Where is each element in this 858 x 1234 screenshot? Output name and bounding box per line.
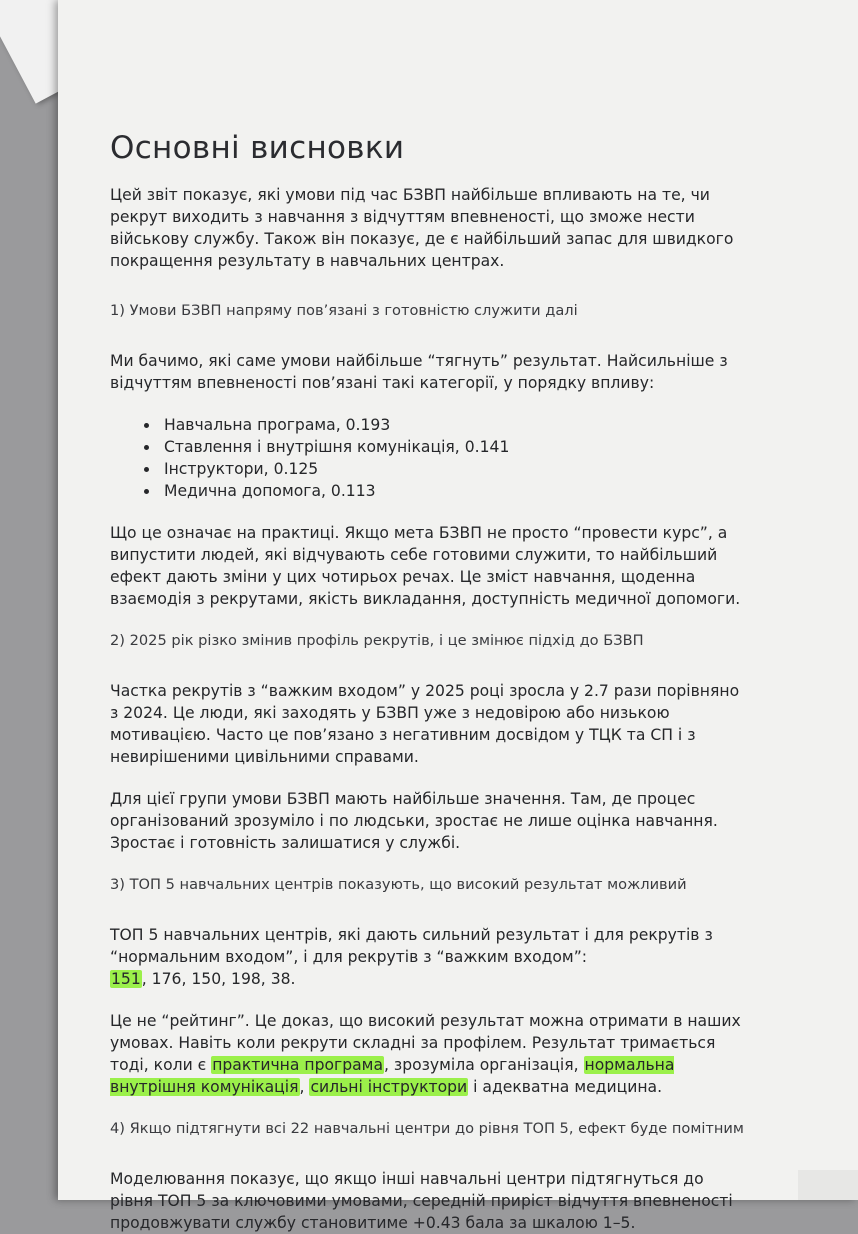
- center-numbers-rest: , 176, 150, 198, 38.: [141, 970, 296, 988]
- list-item: • Медична допомога, 0.113: [160, 480, 750, 502]
- section-3-paragraph-1: [110, 924, 750, 990]
- list-item: • Навчальна програма, 0.193: [160, 414, 750, 436]
- highlight-strong-instructors: сильні інструктори: [310, 1078, 468, 1096]
- section-2-heading: 2) 2025 рік різко змінив профіль рекрутів, і це змінює підхід до БЗВП: [110, 632, 644, 649]
- text-fragment: ,: [299, 1078, 310, 1096]
- document-content: [110, 130, 750, 1234]
- section-4-paragraph-1: Моделювання показує, що якщо інші навчальні центри підтягнуться до рівня ТОП 5 за ключовими умовами, середній приріст відчуття впевненості продовжувати службу становитиме +0.43 бала за шкалою 1–5.: [110, 1170, 733, 1232]
- section-3-intro-text: ТОП 5 навчальних центрів, які дають сильний результат і для рекрутів з “нормальним входом”, і для рекрутів з “важким входом”:: [110, 926, 713, 966]
- section-4-heading: 4) Якщо підтягнути всі 22 навчальні центри до рівня ТОП 5, ефект буде помітним: [110, 1120, 744, 1137]
- section-1-lead: Ми бачимо, які саме умови найбільше “тягнуть” результат. Найсильніше з відчуттям впевненості пов’язані такі категорії, у порядку впливу:: [110, 352, 728, 392]
- text-fragment: Це не “рейтинг”. Це доказ, що високий результат можна отримати в наших умовах. Навіть коли рекрути складні за профілем. Результат тримається тоді, коли є: [110, 1012, 741, 1074]
- text-fragment: , зрозуміла організація,: [384, 1056, 584, 1074]
- highlight-internal-communication: нормальна внутрішня комунікація: [110, 1056, 675, 1096]
- section-3-heading: 3) ТОП 5 навчальних центрів показують, що високий результат можливий: [110, 876, 687, 893]
- section-2-paragraph-2: Для цієї групи умови БЗВП мають найбільше значення. Там, де процес організований зрозуміло і по людськи, зростає не лише оцінка навчання. Зростає і готовність залишатися у службі.: [110, 790, 718, 852]
- section-1-practice: Що це означає на практиці. Якщо мета БЗВП не просто “провести курс”, а випустити людей, які відчувають себе готовими служити, то найбільший ефект дають зміни у цих чотирьох речах. Це зміст навчання, щоденна взаємодія з рекрутами, якість викладання, доступність медичної допомоги.: [110, 524, 741, 608]
- page-stack-edge: [798, 1170, 858, 1200]
- highlight-practical-program: практична програма: [212, 1056, 383, 1074]
- document-page: [58, 0, 858, 1232]
- list-item: • Інструктори, 0.125: [160, 458, 750, 480]
- highlighted-center-number: 151: [111, 970, 141, 988]
- section-3-paragraph-2: [110, 1010, 750, 1098]
- section-1-heading: 1) Умови БЗВП напряму пов’язані з готовністю служити далі: [110, 302, 578, 319]
- section-2-paragraph-1: Частка рекрутів з “важким входом” у 2025 році зросла у 2.7 рази порівняно з 2024. Це люди, які заходять у БЗВП уже з недовірою або низькою мотивацією. Часто це пов’язано з негативним досвідом у ТЦК та СП і з невирішеними цивільними справами.: [110, 682, 740, 766]
- impact-list: [110, 414, 750, 502]
- list-item: • Ставлення і внутрішня комунікація, 0.141: [160, 436, 750, 458]
- page-title: Основні висновки: [110, 130, 405, 166]
- intro-paragraph: Цей звіт показує, які умови під час БЗВП найбільше впливають на те, чи рекрут виходить з навчання з відчуттям впевненості, що зможе нести військову службу. Також він показує, де є найбільший запас для швидкого покращення результату в навчальних центрах.: [110, 186, 734, 270]
- text-fragment: і адекватна медицина.: [468, 1078, 663, 1096]
